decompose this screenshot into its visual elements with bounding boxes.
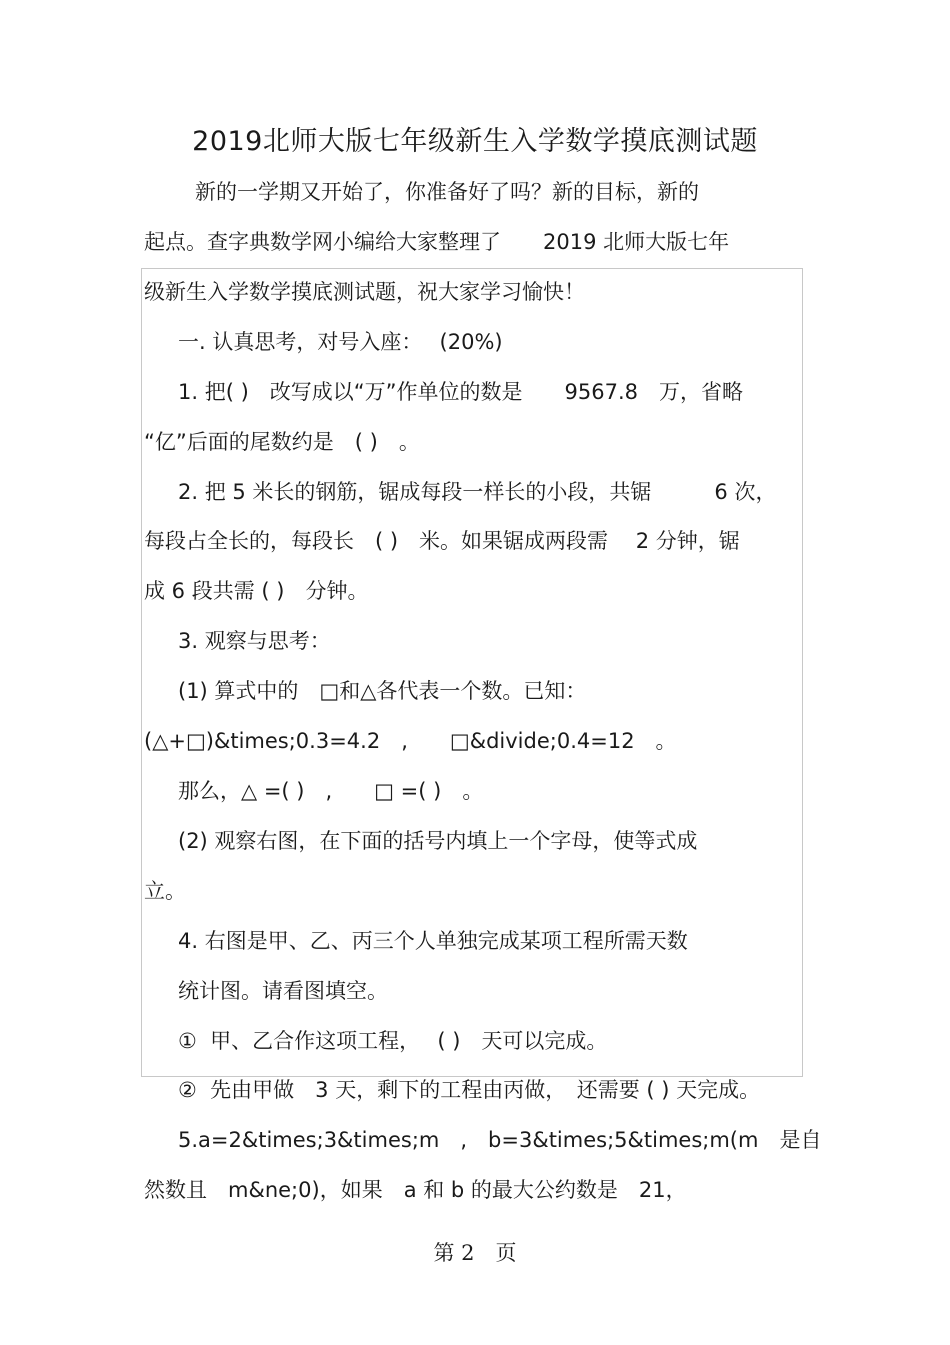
question-3-1-line-2: (△+□)&times;0.3=4.2 , □&divide;0.4=12 。 xyxy=(144,729,677,753)
question-4-item-2: ② 先由甲做 3 天，剩下的工程由丙做， 还需要 ( ) 天完成。 xyxy=(178,1078,761,1102)
text-line-2: 起点。查字典数学网小编给大家整理了 2019 北师大版七年 xyxy=(144,230,730,254)
question-4-line-1: 4. 右图是甲、乙、丙三个人单独完成某项工程所需天数 xyxy=(178,929,688,953)
question-2-line-1: 2. 把 5 米长的钢筋，锯成每段一样长的小段，共锯 6 次， xyxy=(178,480,777,504)
question-3-2-line-1: (2) 观察右图，在下面的括号内填上一个字母，使等式成 xyxy=(178,829,698,853)
question-3-2-line-2: 立。 xyxy=(144,879,186,903)
question-2-line-2: 每段占全长的，每段长 ( ) 米。如果锯成两段需 2 分钟，锯 xyxy=(144,529,740,553)
question-4-item-1: ① 甲、乙合作这项工程， ( ) 天可以完成。 xyxy=(178,1029,608,1053)
question-5-line-2: 然数且 m&ne;0)，如果 a 和 b 的最大公约数是 21， xyxy=(144,1178,687,1202)
page-number: 第 2 页 xyxy=(433,1241,517,1265)
page-title: 2019北师大版七年级新生入学数学摸底测试题 xyxy=(192,126,758,157)
text-line-3: 级新生入学数学摸底测试题，祝大家学习愉快！ xyxy=(144,280,585,304)
question-5-line-1: 5.a=2&times;3&times;m , b=3&times;5&times;m(m 是自 xyxy=(178,1128,822,1152)
question-4-line-2: 统计图。请看图填空。 xyxy=(178,979,388,1003)
question-1-line-2: “亿”后面的尾数约是 ( ) 。 xyxy=(144,430,420,454)
question-2-line-3: 成 6 段共需 ( ) 分钟。 xyxy=(144,579,369,603)
question-1-line-1: 1. 把( ) 改写成以“万”作单位的数是 9567.8 万，省略 xyxy=(178,380,744,404)
text-line-1: 新的一学期又开始了，你准备好了吗？新的目标，新的 xyxy=(195,180,699,204)
question-3-1-line-3: 那么，△ =( ) , □ =( ) 。 xyxy=(178,779,484,803)
question-3-heading: 3. 观察与思考： xyxy=(178,629,331,653)
question-3-1-line-1: (1) 算式中的 □和△各代表一个数。已知： xyxy=(178,679,587,703)
section-heading: 一. 认真思考，对号入座： (20%) xyxy=(178,330,503,354)
